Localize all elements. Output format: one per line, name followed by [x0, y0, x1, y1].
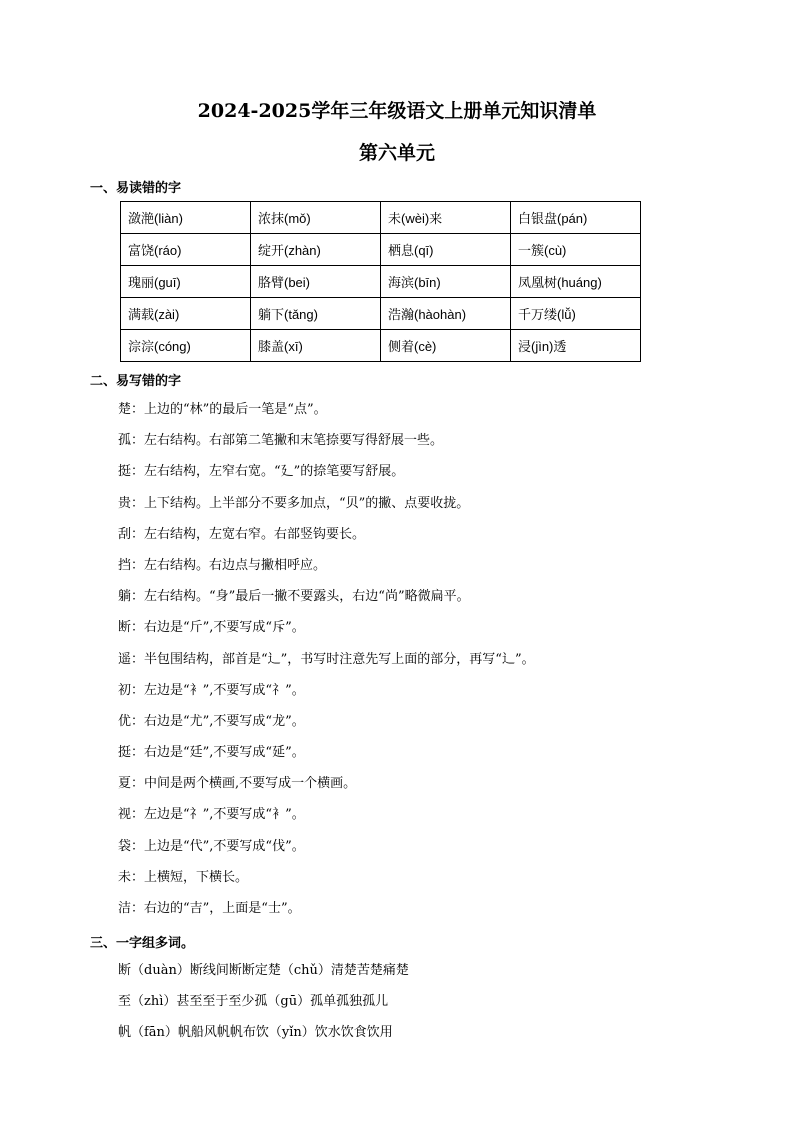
table-cell: 未(wèi)来 — [381, 202, 511, 234]
table-cell: 海滨(bīn) — [381, 266, 511, 298]
misread-words-table — [120, 201, 641, 362]
table-cell: 浸(jìn)透 — [511, 330, 641, 362]
table-row — [121, 298, 641, 330]
word-groups-list — [118, 955, 409, 1048]
table-cell: 富饶(ráo) — [121, 234, 251, 266]
list-item: 夏：中间是两个横画,不要写成一个横画。 — [118, 776, 357, 792]
list-item: 刮：左右结构，左宽右窄。右部竖钩要长。 — [118, 526, 366, 542]
table-cell: 瑰丽(guī) — [121, 266, 251, 298]
list-item: 楚：上边的“林”的最后一笔是“点”。 — [118, 402, 327, 417]
table-cell: 满载(zài) — [121, 298, 251, 330]
table-cell: 淙淙(cóng) — [121, 330, 251, 362]
table-cell: 侧着(cè) — [381, 330, 511, 362]
list-item: 袋：上边是“代”,不要写成“伐”。 — [118, 838, 305, 854]
table-cell: 一簇(cù) — [511, 234, 641, 266]
table-row — [121, 202, 641, 234]
table-cell: 绽开(zhàn) — [251, 234, 381, 266]
list-item: 贵：上下结构。上半部分不要多加点，“贝”的撇、点要收拢。 — [118, 495, 470, 511]
table-cell: 浓抹(mǒ) — [251, 202, 381, 234]
list-item: 挺：左右结构，左窄右宽。“廴”的捺笔要写舒展。 — [118, 464, 405, 480]
table-row — [121, 330, 641, 362]
list-item: 帆（fān）帆船风帆帆布饮（yǐn）饮水饮食饮用 — [118, 1025, 393, 1040]
table-cell: 凤凰树(huáng) — [511, 266, 641, 298]
miswritten-list — [118, 394, 535, 924]
table-cell: 膝盖(xī) — [251, 330, 381, 362]
table-row — [121, 266, 641, 298]
list-item: 至（zhì）甚至至于至少孤（gū）孤单孤独孤儿 — [118, 994, 389, 1009]
section-heading-miswritten: 二、易写错的字 — [90, 374, 182, 389]
list-item: 优：右边是“尤”,不要写成“龙”。 — [118, 713, 305, 729]
table-cell: 躺下(tǎng) — [251, 298, 381, 330]
list-item: 孤：左右结构。右部第二笔撇和末笔捺要写得舒展一些。 — [118, 433, 444, 449]
table-cell: 胳臂(bei) — [251, 266, 381, 298]
table-cell: 千万缕(lǚ) — [511, 298, 641, 330]
section-heading-word-groups: 三、一字组多词。 — [90, 936, 195, 951]
table-cell: 潋滟(liàn) — [121, 202, 251, 234]
list-item: 挡：左右结构。右边点与撇相呼应。 — [118, 557, 327, 573]
list-item: 挺：右边是“廷”,不要写成“延”。 — [118, 745, 305, 761]
list-item: 视：左边是“礻”,不要写成“衤”。 — [118, 807, 305, 823]
page-title: 2024-2025学年三年级语文上册单元知识清单 — [197, 100, 597, 122]
table-cell: 栖息(qī) — [381, 234, 511, 266]
list-item: 洁：右边的“吉”，上面是“士”。 — [118, 901, 301, 916]
unit-title: 第六单元 — [358, 142, 435, 164]
list-item: 遥：半包围结构，部首是“辶”，书写时注意先写上面的部分，再写“辶”。 — [118, 651, 535, 667]
table-cell: 浩瀚(hàohàn) — [381, 298, 511, 330]
section-heading-misread: 一、易读错的字 — [90, 181, 182, 196]
table-cell: 白银盘(pán) — [511, 202, 641, 234]
list-item: 断（duàn）断线间断断定楚（chǔ）清楚苦楚痛楚 — [118, 963, 409, 978]
list-item: 未：上横短，下横长。 — [118, 869, 249, 885]
list-item: 初：左边是“衤”,不要写成“礻”。 — [118, 682, 305, 698]
list-item: 断：右边是“斤”,不要写成“斥”。 — [118, 620, 305, 636]
table-row — [121, 234, 641, 266]
list-item: 躺：左右结构。“身”最后一撇不要露头，右边“尚”略微扁平。 — [118, 589, 470, 605]
